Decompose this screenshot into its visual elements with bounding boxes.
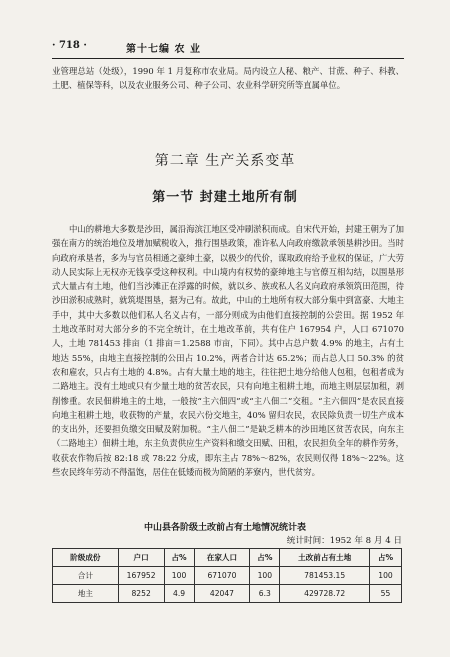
table-header-cell: 占% <box>164 549 194 567</box>
table-row <box>53 567 402 585</box>
table-cell: 671070 <box>194 567 250 585</box>
table-header-cell: 户口 <box>118 549 164 567</box>
table-cell: 55 <box>370 585 402 603</box>
running-header <box>52 40 412 56</box>
table-stat-time: 统计时间：1952 年 8 月 4 日 <box>286 536 402 546</box>
section-title: 第一节 封建土地所有制 <box>152 190 298 205</box>
table-cell: 地主 <box>53 585 119 603</box>
table-cell: 100 <box>370 567 402 585</box>
table-header-cell: 在家人口 <box>194 549 250 567</box>
page-number: · 718 · <box>52 40 87 51</box>
table-row <box>53 585 402 603</box>
intro-paragraph: 业管理总站（处级），1990 年 1 月复称市农业局。局内设立人秘、粮产、甘蔗、种子、科教、土肥、植保等科，以及农业服务公司、种子公司、农业科学研究所等直属单位。 <box>52 66 404 91</box>
land-statistics-table <box>52 548 402 603</box>
table-header-cell: 占% <box>250 549 280 567</box>
table-cell: 8252 <box>118 585 164 603</box>
table-header-cell: 占% <box>370 549 402 567</box>
table-cell: 100 <box>164 567 194 585</box>
header-section-title: 第十七编 农 业 <box>126 44 201 55</box>
table-cell: 4.9 <box>164 585 194 603</box>
body-paragraph: 中山的耕地大多数是沙田，属沿海滨江地区受冲刷淤积而成。自宋代开始，封建王朝为了加强在南方的统治地位及增加赋税收入，推行围垦政策，准许私人向政府缴款承领垦耕沙田。当时向政府承垦者，多为与官员相通之豪绅土豪，以极少的代价，谋取政府给予业权的保证，广大劳动人民实际上无权亦无钱享受这种权利。中山境内有权势的豪绅地主与官僚互相勾结，以围垦形式大量占有土地，他们当沙滩正在浮露的时候，就以乡、族或私人名义向政府承领筑田范围，待沙田淤积成熟时，就筑堤围垦，据为己有。故此，中山的土地所有权大部分集中到富豪、大地主手中，其中大多数以他们私人名义占有，一部分则成为由他们直接控制的公尝田。据 1952 年土地改革时对大部分乡的不完全统计，在土地改革前，共有住户 167954 户，人口 671070 人，土地 781453 排亩（1 排亩＝1.2588 市亩，下同）。其中占总户数 4.9% 的地主，占有土地达 55%，由地主直接控制的公田占 10.2%，两者合计达 65.2%；而占总人口 50.3% 的贫农和雇农，只占有土地的 4.8%。占有大量土地的地主，往往把土地分给他人包租，包租者成为二路地主。没有土地或只有少量土地的贫苦农民，只有向地主租耕土地，而地主则层层加租，剥削惨重。农民佃耕地主的土地，一般按“主六佃四”或“主八佃二”交租。“主六佃四”是农民直接向地主租耕土地，收获物的产量，农民六份交地主，40% 留归农民，农民除负责一切生产成本的支出外，还要担负缴交田赋及附加税。“主八佃二”是缺乏耕本的沙田地区贫苦农民，向东主（二路地主）佃耕土地，东主负责供应生产资料和缴交田赋、田租，农民担负全年的耕作劳务，收获农作物后按 82:18 或 78:22 分成，即东主占 78%～82%，农民则仅得 18%～22%。这些农民终年劳动不得温饱，居住在低矮而极为简陋的茅寮内，世代贫穷。 <box>52 224 404 478</box>
header-rule <box>52 58 404 59</box>
table-title: 中山县各阶级土改前占有土地情况统计表 <box>143 523 306 533</box>
table-header-cell: 阶级成份 <box>53 549 119 567</box>
table-header-row <box>53 549 402 567</box>
table-cell: 合计 <box>53 567 119 585</box>
table-cell: 167952 <box>118 567 164 585</box>
table-cell: 42047 <box>194 585 250 603</box>
table-cell: 429728.72 <box>280 585 370 603</box>
chapter-title: 第二章 生产关系变革 <box>154 153 296 169</box>
table-cell: 781453.15 <box>280 567 370 585</box>
table-cell: 6.3 <box>250 585 280 603</box>
table-cell: 100 <box>250 567 280 585</box>
table-header-cell: 土改前占有土地 <box>280 549 370 567</box>
